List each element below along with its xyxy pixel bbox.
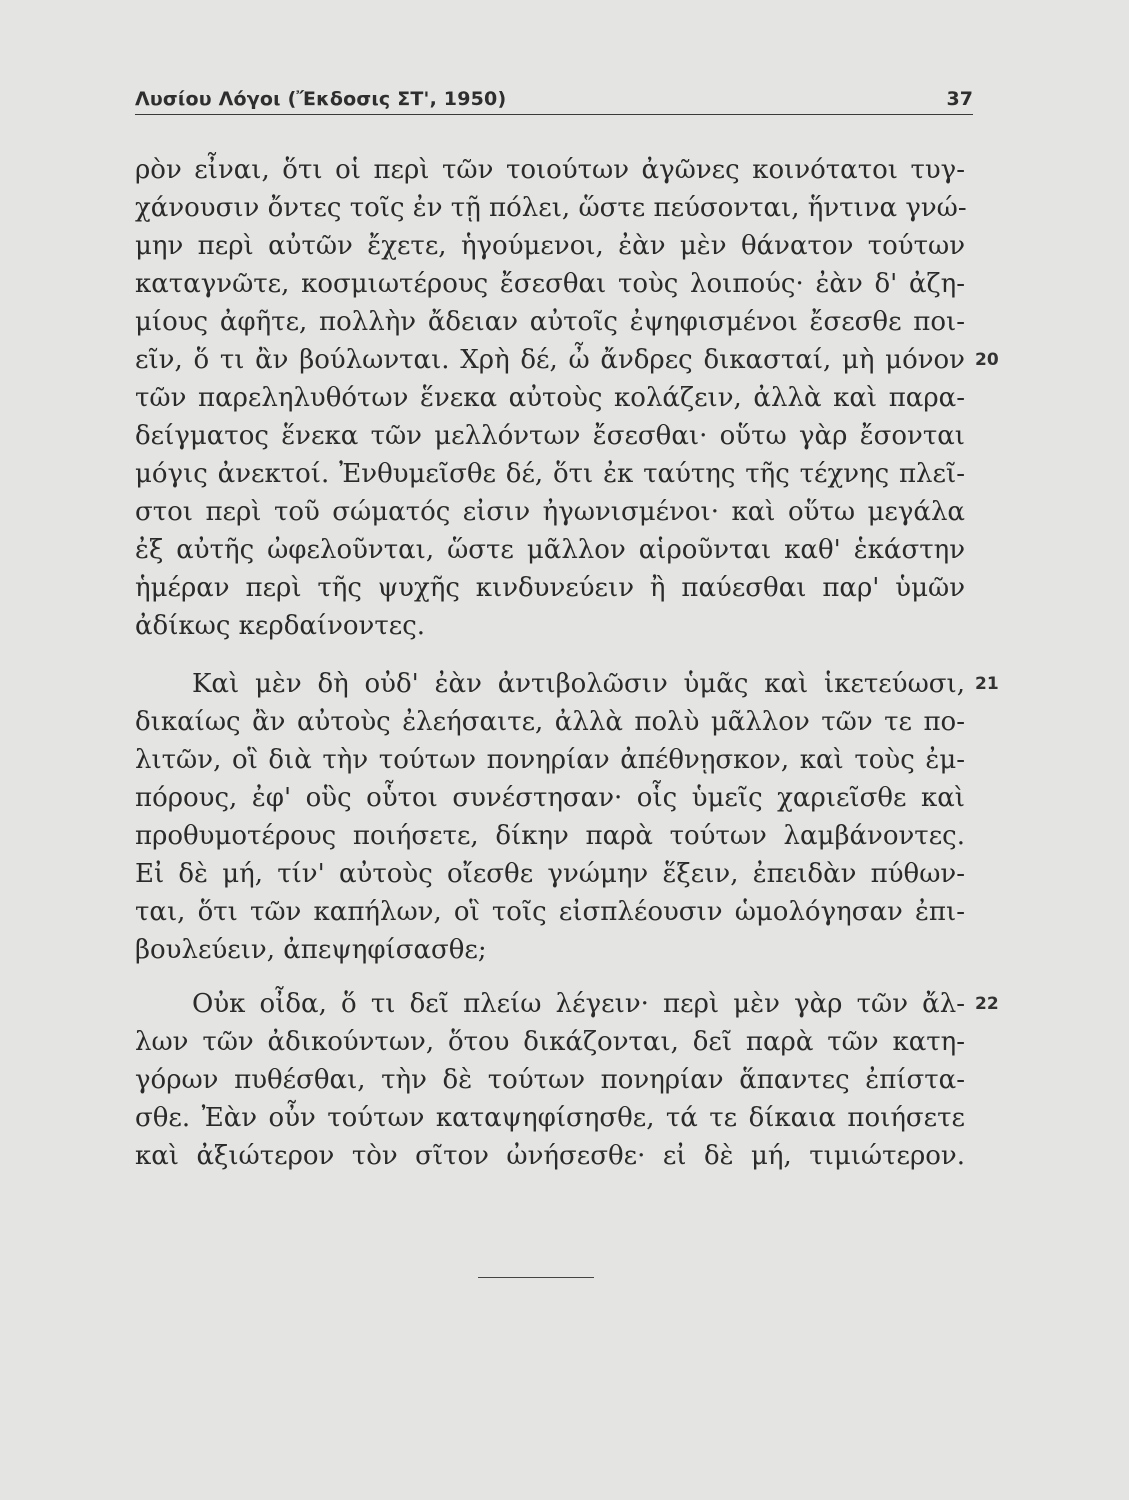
end-of-text-rule: [478, 1277, 594, 1278]
text-line: ρὸν εἶναι, ὅτι οἱ περὶ τῶν τοιούτων ἀγῶνες κοινότατοι τυγ-: [135, 155, 965, 185]
text-line: προθυμοτέρους ποιήσετε, δίκην παρὰ τούτων λαμβάνοντες.: [135, 821, 965, 851]
running-title: Λυσίου Λόγοι (Ἔκδοσις ΣΤ', 1950): [135, 88, 507, 110]
text-line: ἡμέραν περὶ τῆς ψυχῆς κινδυνεύειν ἢ παύεσθαι παρ' ὑμῶν: [135, 573, 965, 603]
text-line: δείγματος ἕνεκα τῶν μελλόντων ἔσεσθαι· οὕτω γὰρ ἔσονται: [135, 421, 965, 451]
text-line: Εἰ δὲ μή, τίν' αὐτοὺς οἴεσθε γνώμην ἕξειν, ἐπειδὰν πύθων-: [135, 859, 965, 889]
text-line: εῖν, ὅ τι ἂν βούλωνται. Χρὴ δέ, ὦ ἄνδρες δικασταί, μὴ μόνον: [135, 345, 965, 375]
text-line: στοι περὶ τοῦ σώματός εἰσιν ἠγωνισμένοι· καὶ οὕτω μεγάλα: [135, 497, 965, 527]
page-number: 37: [946, 88, 973, 110]
text-line: βουλεύειν, ἀπεψηφίσασθε;: [135, 935, 487, 965]
text-line: καὶ ἀξιώτερον τὸν σῖτον ὠνήσεσθε· εἰ δὲ μή, τιμιώτερον.: [135, 1141, 965, 1171]
text-line: μην περὶ αὐτῶν ἔχετε, ἡγούμενοι, ἐὰν μὲν θάνατον τούτων: [135, 231, 965, 261]
text-line: μόγις ἀνεκτοί. Ἐνθυμεῖσθε δέ, ὅτι ἐκ ταύτης τῆς τέχνης πλεῖ-: [135, 459, 965, 489]
text-line: δικαίως ἂν αὐτοὺς ἐλεήσαιτε, ἀλλὰ πολὺ μᾶλλον τῶν τε πο-: [135, 707, 965, 737]
text-line: σθε. Ἐὰν οὖν τούτων καταψηφίσησθε, τά τε δίκαια ποιήσετε: [135, 1103, 965, 1133]
text-line: Οὐκ οἶδα, ὅ τι δεῖ πλείω λέγειν· περὶ μὲν γὰρ τῶν ἄλ-: [192, 989, 965, 1019]
margin-section-number: 21: [975, 674, 999, 694]
text-line: ἐξ αὐτῆς ὠφελοῦνται, ὥστε μᾶλλον αἱροῦνται καθ' ἑκάστην: [135, 535, 965, 565]
text-line: τῶν παρεληλυθότων ἕνεκα αὐτοὺς κολάζειν, ἀλλὰ καὶ παρα-: [135, 383, 965, 413]
text-line: λιτῶν, οἳ διὰ τὴν τούτων πονηρίαν ἀπέθνῃσκον, καὶ τοὺς ἐμ-: [135, 745, 965, 775]
text-line: λων τῶν ἀδικούντων, ὅτου δικάζονται, δεῖ παρὰ τῶν κατη-: [135, 1027, 965, 1057]
text-line: καταγνῶτε, κοσμιωτέρους ἔσεσθαι τοὺς λοιπούς· ἐὰν δ' ἀζη-: [135, 269, 965, 299]
running-header: [135, 86, 973, 115]
text-line: μίους ἀφῆτε, πολλὴν ἄδειαν αὐτοῖς ἐψηφισμένοι ἔσεσθε ποι-: [135, 307, 965, 337]
text-line: ἀδίκως κερδαίνοντες.: [135, 611, 426, 641]
margin-section-number: 22: [975, 994, 999, 1014]
text-line: χάνουσιν ὄντες τοῖς ἐν τῇ πόλει, ὥστε πεύσονται, ἥντινα γνώ-: [135, 193, 967, 223]
text-line: γόρων πυθέσθαι, τὴν δὲ τούτων πονηρίαν ἅπαντες ἐπίστα-: [135, 1065, 965, 1095]
text-line: ται, ὅτι τῶν καπήλων, οἳ τοῖς εἰσπλέουσιν ὡμολόγησαν ἐπι-: [135, 897, 965, 927]
text-line: πόρους, ἐφ' οὓς οὗτοι συνέστησαν· οἷς ὑμεῖς χαριεῖσθε καὶ: [135, 783, 965, 813]
margin-section-number: 20: [975, 350, 999, 370]
text-line: Καὶ μὲν δὴ οὐδ' ἐὰν ἀντιβολῶσιν ὑμᾶς καὶ ἱκετεύωσι,: [192, 669, 965, 699]
